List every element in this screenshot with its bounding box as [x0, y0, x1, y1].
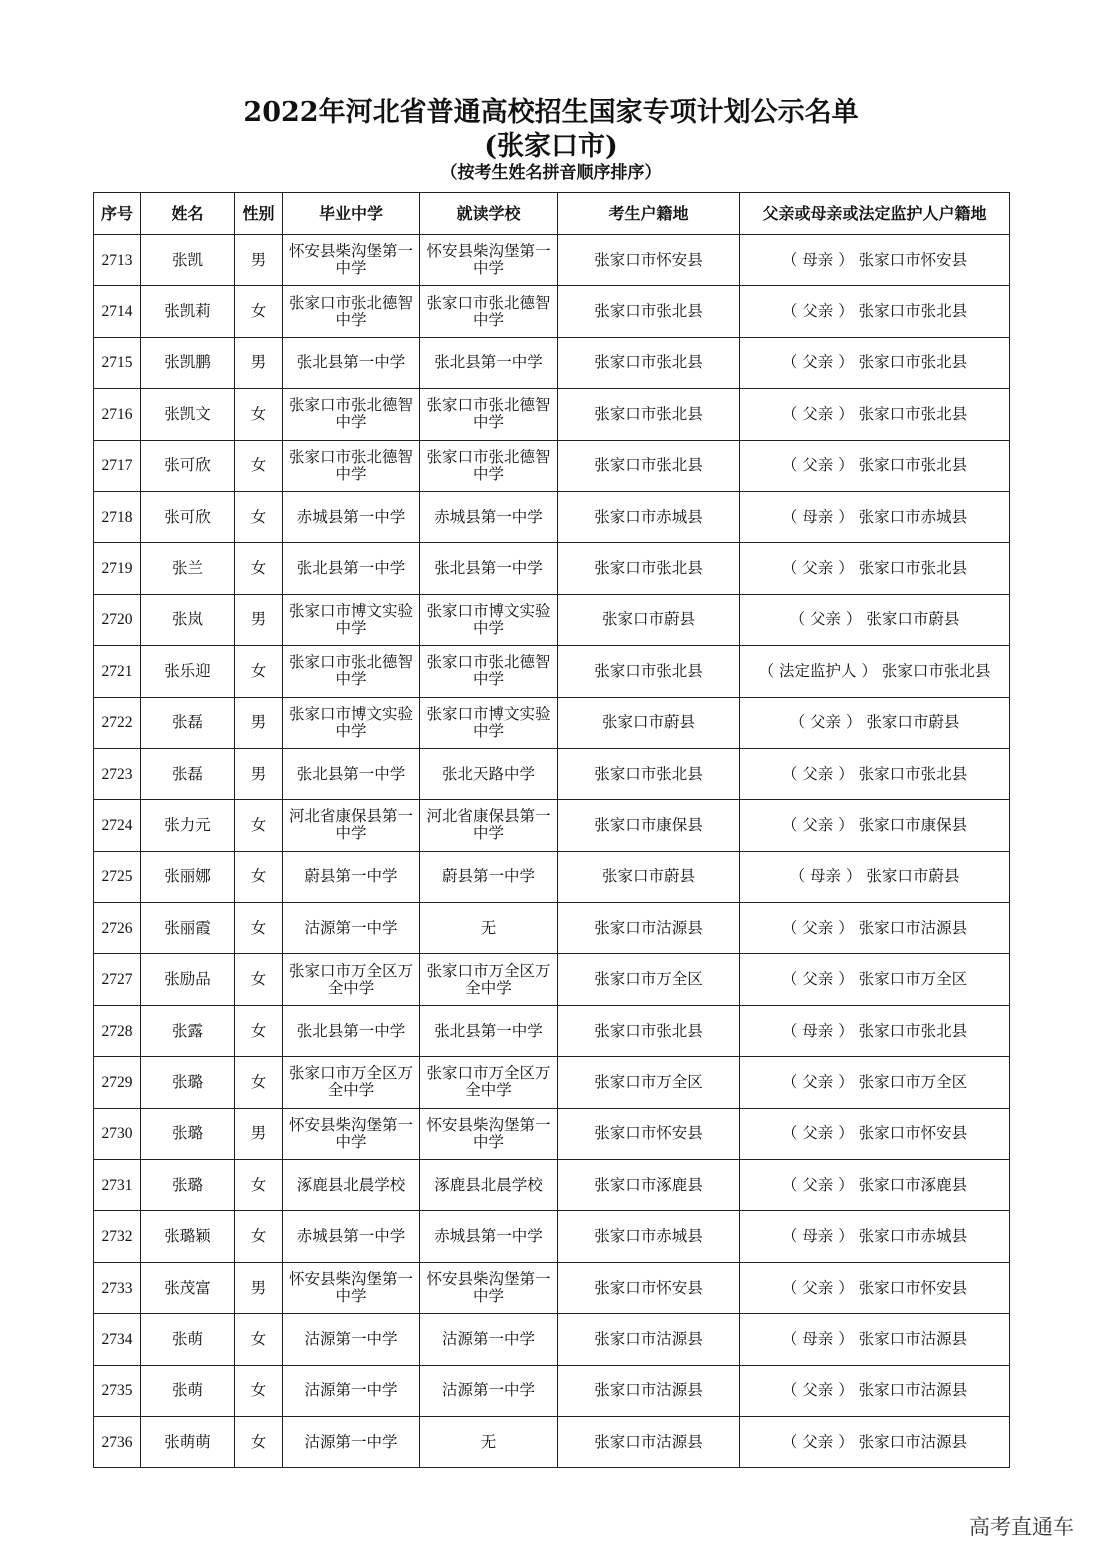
cell-gender: 男 [235, 594, 283, 645]
table-row [94, 851, 1010, 902]
cell-gender: 女 [235, 491, 283, 542]
cell-current-school: 赤城县第一中学 [420, 1211, 558, 1262]
cell-student-residence: 张家口市赤城县 [558, 1211, 740, 1262]
cell-graduated-school: 张家口市张北德智中学 [283, 389, 420, 440]
cell-student-residence: 张家口市沽源县 [558, 1314, 740, 1365]
cell-current-school: 张北县第一中学 [420, 543, 558, 594]
cell-graduated-school: 张北县第一中学 [283, 1005, 420, 1056]
table-row [94, 1211, 1010, 1262]
cell-guardian-residence: （ 母亲 ） 张家口市赤城县 [740, 1211, 1010, 1262]
table-row [94, 697, 1010, 748]
table-row [94, 1160, 1010, 1211]
cell-student-residence: 张家口市张北县 [558, 337, 740, 388]
cell-student-residence: 张家口市万全区 [558, 1057, 740, 1108]
cell-guardian-residence: （ 父亲 ） 张家口市万全区 [740, 1057, 1010, 1108]
cell-gender: 女 [235, 800, 283, 851]
cell-gender: 女 [235, 646, 283, 697]
header-index: 序号 [94, 193, 141, 235]
cell-gender: 女 [235, 1160, 283, 1211]
cell-name: 张磊 [141, 697, 235, 748]
cell-index: 2729 [94, 1057, 141, 1108]
cell-index: 2732 [94, 1211, 141, 1262]
cell-gender: 女 [235, 851, 283, 902]
cell-student-residence: 张家口市蔚县 [558, 697, 740, 748]
table-row [94, 235, 1010, 286]
cell-graduated-school: 张家口市张北德智中学 [283, 440, 420, 491]
cell-name: 张璐 [141, 1108, 235, 1159]
cell-name: 张丽娜 [141, 851, 235, 902]
cell-gender: 男 [235, 1262, 283, 1313]
cell-index: 2720 [94, 594, 141, 645]
cell-guardian-residence: （ 父亲 ） 张家口市沽源县 [740, 1416, 1010, 1467]
cell-name: 张乐迎 [141, 646, 235, 697]
cell-current-school: 无 [420, 1416, 558, 1467]
cell-index: 2716 [94, 389, 141, 440]
cell-current-school: 沽源第一中学 [420, 1314, 558, 1365]
cell-guardian-residence: （ 父亲 ） 张家口市康保县 [740, 800, 1010, 851]
table-row [94, 954, 1010, 1005]
cell-student-residence: 张家口市沽源县 [558, 1416, 740, 1467]
watermark-text: 高考直通车 [969, 1515, 1074, 1539]
cell-index: 2725 [94, 851, 141, 902]
cell-guardian-residence: （ 父亲 ） 张家口市张北县 [740, 389, 1010, 440]
cell-index: 2726 [94, 903, 141, 954]
cell-graduated-school: 张家口市张北德智中学 [283, 646, 420, 697]
cell-student-residence: 张家口市蔚县 [558, 594, 740, 645]
cell-student-residence: 张家口市蔚县 [558, 851, 740, 902]
cell-current-school: 怀安县柴沟堡第一中学 [420, 235, 558, 286]
table-row [94, 1262, 1010, 1313]
cell-current-school: 张家口市张北德智中学 [420, 646, 558, 697]
cell-student-residence: 张家口市怀安县 [558, 1262, 740, 1313]
table-row [94, 1108, 1010, 1159]
cell-gender: 女 [235, 954, 283, 1005]
cell-current-school: 沽源第一中学 [420, 1365, 558, 1416]
cell-current-school: 无 [420, 903, 558, 954]
cell-graduated-school: 张家口市张北德智中学 [283, 286, 420, 337]
cell-gender: 女 [235, 1314, 283, 1365]
cell-guardian-residence: （ 父亲 ） 张家口市张北县 [740, 748, 1010, 799]
cell-current-school: 赤城县第一中学 [420, 491, 558, 542]
cell-graduated-school: 怀安县柴沟堡第一中学 [283, 1262, 420, 1313]
cell-gender: 男 [235, 1108, 283, 1159]
cell-student-residence: 张家口市怀安县 [558, 235, 740, 286]
cell-index: 2715 [94, 337, 141, 388]
cell-graduated-school: 涿鹿县北晨学校 [283, 1160, 420, 1211]
table-row [94, 543, 1010, 594]
cell-guardian-residence: （ 父亲 ） 张家口市张北县 [740, 286, 1010, 337]
cell-gender: 女 [235, 1365, 283, 1416]
cell-index: 2717 [94, 440, 141, 491]
cell-current-school: 张家口市张北德智中学 [420, 389, 558, 440]
cell-name: 张萌 [141, 1314, 235, 1365]
cell-name: 张凯莉 [141, 286, 235, 337]
cell-index: 2730 [94, 1108, 141, 1159]
cell-name: 张璐颖 [141, 1211, 235, 1262]
cell-student-residence: 张家口市沽源县 [558, 903, 740, 954]
cell-current-school: 张北县第一中学 [420, 337, 558, 388]
cell-guardian-residence: （ 父亲 ） 张家口市张北县 [740, 543, 1010, 594]
cell-index: 2728 [94, 1005, 141, 1056]
cell-graduated-school: 蔚县第一中学 [283, 851, 420, 902]
cell-graduated-school: 张家口市万全区万全中学 [283, 954, 420, 1005]
cell-gender: 男 [235, 337, 283, 388]
cell-guardian-residence: （ 父亲 ） 张家口市蔚县 [740, 697, 1010, 748]
cell-current-school: 张北天路中学 [420, 748, 558, 799]
cell-gender: 女 [235, 903, 283, 954]
table-row [94, 389, 1010, 440]
cell-name: 张凯 [141, 235, 235, 286]
cell-current-school: 怀安县柴沟堡第一中学 [420, 1262, 558, 1313]
table-row [94, 594, 1010, 645]
cell-name: 张可欣 [141, 491, 235, 542]
cell-graduated-school: 张家口市博文实验中学 [283, 594, 420, 645]
cell-guardian-residence: （ 父亲 ） 张家口市万全区 [740, 954, 1010, 1005]
cell-name: 张凯鹏 [141, 337, 235, 388]
cell-student-residence: 张家口市万全区 [558, 954, 740, 1005]
cell-guardian-residence: （ 父亲 ） 张家口市沽源县 [740, 1365, 1010, 1416]
cell-graduated-school: 张北县第一中学 [283, 748, 420, 799]
cell-graduated-school: 张北县第一中学 [283, 543, 420, 594]
cell-index: 2733 [94, 1262, 141, 1313]
cell-guardian-residence: （ 父亲 ） 张家口市张北县 [740, 337, 1010, 388]
cell-graduated-school: 赤城县第一中学 [283, 1211, 420, 1262]
header-name: 姓名 [141, 193, 235, 235]
cell-name: 张萌 [141, 1365, 235, 1416]
cell-name: 张露 [141, 1005, 235, 1056]
cell-gender: 女 [235, 1005, 283, 1056]
cell-gender: 女 [235, 440, 283, 491]
cell-name: 张璐 [141, 1057, 235, 1108]
cell-index: 2714 [94, 286, 141, 337]
cell-student-residence: 张家口市张北县 [558, 286, 740, 337]
cell-graduated-school: 沽源第一中学 [283, 1416, 420, 1467]
document-subtitle: (张家口市) [484, 131, 618, 162]
cell-student-residence: 张家口市张北县 [558, 1005, 740, 1056]
cell-name: 张丽霞 [141, 903, 235, 954]
cell-index: 2724 [94, 800, 141, 851]
cell-current-school: 张家口市张北德智中学 [420, 440, 558, 491]
table-row [94, 1057, 1010, 1108]
cell-current-school: 张家口市博文实验中学 [420, 697, 558, 748]
cell-graduated-school: 赤城县第一中学 [283, 491, 420, 542]
header-graduated-school: 毕业中学 [283, 193, 420, 235]
table-row [94, 748, 1010, 799]
table-row [94, 800, 1010, 851]
cell-index: 2736 [94, 1416, 141, 1467]
cell-guardian-residence: （ 父亲 ） 张家口市沽源县 [740, 903, 1010, 954]
cell-guardian-residence: （ 父亲 ） 张家口市怀安县 [740, 1108, 1010, 1159]
cell-graduated-school: 河北省康保县第一中学 [283, 800, 420, 851]
cell-index: 2721 [94, 646, 141, 697]
table-row [94, 286, 1010, 337]
cell-index: 2723 [94, 748, 141, 799]
header-gender: 性别 [235, 193, 283, 235]
cell-current-school: 河北省康保县第一中学 [420, 800, 558, 851]
table-header-row [94, 193, 1010, 235]
cell-guardian-residence: （ 父亲 ） 张家口市张北县 [740, 440, 1010, 491]
cell-index: 2722 [94, 697, 141, 748]
cell-index: 2719 [94, 543, 141, 594]
sort-note: （按考生姓名拼音顺序排序） [440, 163, 662, 183]
cell-guardian-residence: （ 母亲 ） 张家口市赤城县 [740, 491, 1010, 542]
cell-guardian-residence: （ 母亲 ） 张家口市蔚县 [740, 851, 1010, 902]
cell-student-residence: 张家口市沽源县 [558, 1365, 740, 1416]
table-row [94, 903, 1010, 954]
cell-gender: 女 [235, 389, 283, 440]
table-row [94, 1416, 1010, 1467]
cell-student-residence: 张家口市张北县 [558, 389, 740, 440]
cell-student-residence: 张家口市怀安县 [558, 1108, 740, 1159]
cell-gender: 女 [235, 1416, 283, 1467]
cell-name: 张萌萌 [141, 1416, 235, 1467]
cell-gender: 女 [235, 1057, 283, 1108]
cell-gender: 男 [235, 748, 283, 799]
table-row [94, 491, 1010, 542]
document-title: 2022年河北省普通高校招生国家专项计划公示名单 [243, 97, 859, 128]
cell-current-school: 张家口市万全区万全中学 [420, 1057, 558, 1108]
cell-guardian-residence: （ 父亲 ） 张家口市怀安县 [740, 1262, 1010, 1313]
cell-name: 张岚 [141, 594, 235, 645]
cell-gender: 男 [235, 697, 283, 748]
cell-current-school: 蔚县第一中学 [420, 851, 558, 902]
header-student-residence: 考生户籍地 [558, 193, 740, 235]
cell-current-school: 张家口市张北德智中学 [420, 286, 558, 337]
cell-index: 2735 [94, 1365, 141, 1416]
cell-student-residence: 张家口市张北县 [558, 646, 740, 697]
cell-gender: 女 [235, 543, 283, 594]
cell-graduated-school: 张家口市博文实验中学 [283, 697, 420, 748]
cell-graduated-school: 沽源第一中学 [283, 1314, 420, 1365]
cell-graduated-school: 张北县第一中学 [283, 337, 420, 388]
cell-index: 2713 [94, 235, 141, 286]
cell-graduated-school: 怀安县柴沟堡第一中学 [283, 1108, 420, 1159]
cell-name: 张力元 [141, 800, 235, 851]
cell-graduated-school: 沽源第一中学 [283, 1365, 420, 1416]
cell-graduated-school: 张家口市万全区万全中学 [283, 1057, 420, 1108]
cell-name: 张可欣 [141, 440, 235, 491]
cell-guardian-residence: （ 法定监护人 ） 张家口市张北县 [740, 646, 1010, 697]
cell-graduated-school: 沽源第一中学 [283, 903, 420, 954]
table-row [94, 337, 1010, 388]
cell-student-residence: 张家口市康保县 [558, 800, 740, 851]
cell-name: 张茂富 [141, 1262, 235, 1313]
cell-graduated-school: 怀安县柴沟堡第一中学 [283, 235, 420, 286]
cell-name: 张凯文 [141, 389, 235, 440]
cell-current-school: 张家口市万全区万全中学 [420, 954, 558, 1005]
header-current-school: 就读学校 [420, 193, 558, 235]
cell-student-residence: 张家口市赤城县 [558, 491, 740, 542]
cell-index: 2734 [94, 1314, 141, 1365]
cell-guardian-residence: （ 母亲 ） 张家口市沽源县 [740, 1314, 1010, 1365]
cell-gender: 男 [235, 235, 283, 286]
table-row [94, 646, 1010, 697]
cell-name: 张励品 [141, 954, 235, 1005]
cell-gender: 女 [235, 286, 283, 337]
roster-table [93, 192, 1010, 1468]
cell-student-residence: 张家口市张北县 [558, 543, 740, 594]
cell-gender: 女 [235, 1211, 283, 1262]
table-row [94, 440, 1010, 491]
cell-current-school: 张北县第一中学 [420, 1005, 558, 1056]
cell-name: 张璐 [141, 1160, 235, 1211]
cell-guardian-residence: （ 父亲 ） 张家口市涿鹿县 [740, 1160, 1010, 1211]
table-row [94, 1365, 1010, 1416]
cell-current-school: 张家口市博文实验中学 [420, 594, 558, 645]
header-guardian-residence: 父亲或母亲或法定监护人户籍地 [740, 193, 1010, 235]
table-row [94, 1005, 1010, 1056]
cell-guardian-residence: （ 母亲 ） 张家口市怀安县 [740, 235, 1010, 286]
cell-index: 2731 [94, 1160, 141, 1211]
cell-index: 2718 [94, 491, 141, 542]
cell-student-residence: 张家口市张北县 [558, 440, 740, 491]
cell-student-residence: 张家口市张北县 [558, 748, 740, 799]
cell-name: 张兰 [141, 543, 235, 594]
table-row [94, 1314, 1010, 1365]
cell-index: 2727 [94, 954, 141, 1005]
cell-current-school: 怀安县柴沟堡第一中学 [420, 1108, 558, 1159]
cell-name: 张磊 [141, 748, 235, 799]
cell-guardian-residence: （ 父亲 ） 张家口市蔚县 [740, 594, 1010, 645]
cell-student-residence: 张家口市涿鹿县 [558, 1160, 740, 1211]
cell-guardian-residence: （ 母亲 ） 张家口市张北县 [740, 1005, 1010, 1056]
cell-current-school: 涿鹿县北晨学校 [420, 1160, 558, 1211]
